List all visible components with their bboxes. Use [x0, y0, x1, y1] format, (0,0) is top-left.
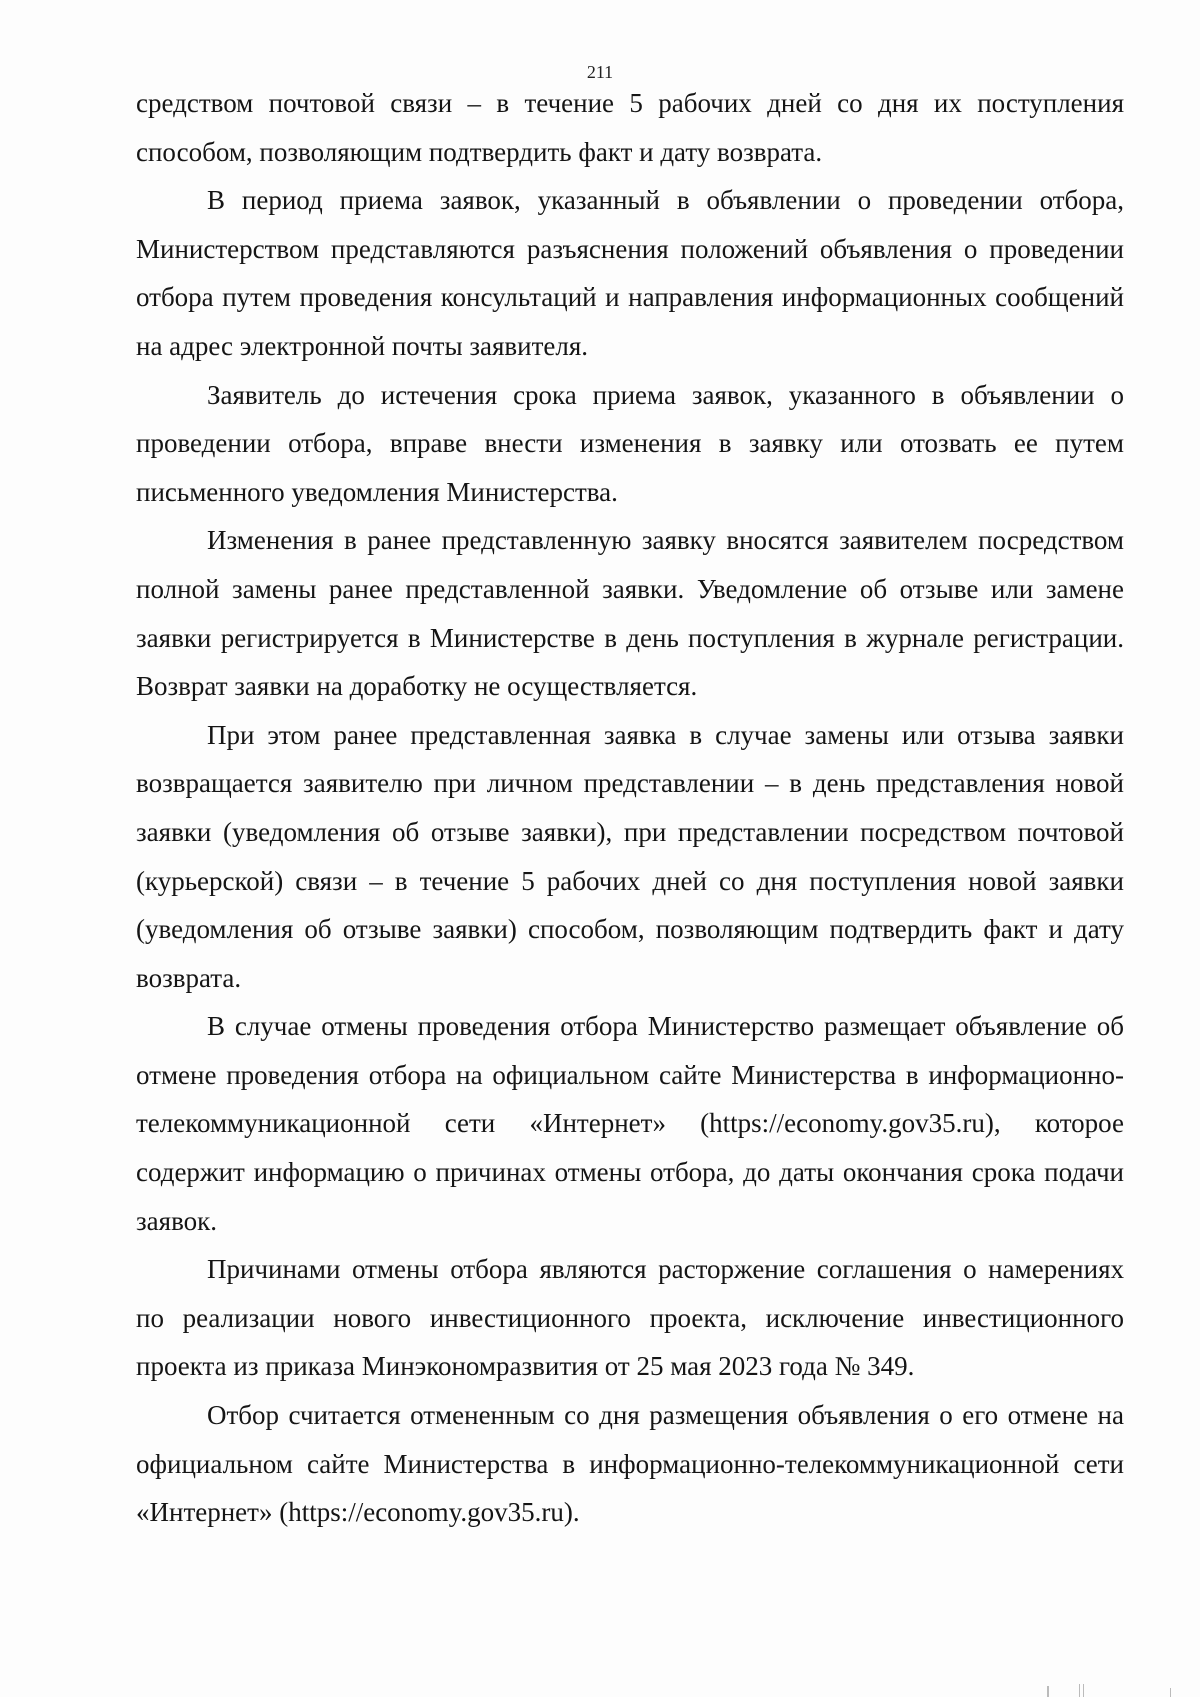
paragraph: Заявитель до истечения срока приема заявок, указанного в объявлении о проведении отбора, вправе внести изменения в заявку или отозвать ее путем письменного уведомления Министерства.	[136, 379, 1124, 507]
paragraph: Причинами отмены отбора являются расторжение соглашения о намерениях по реализации нового инвестиционного проекта, исключение инвестиционного проекта из приказа Минэкономразвития от 25 мая 2023 года № 349.	[136, 1254, 1124, 1382]
paragraph: В случае отмены проведения отбора Министерство размещает объявление об отмене проведения отбора на официальном сайте Министерства в информационно-телекоммуникационной сети «Интернет» (https://economy.gov35.ru), которое содержит информацию о причинах отмены отбора, до даты окончания срока подачи заявок.	[136, 1011, 1124, 1236]
paragraph-continuation: средством почтовой связи – в течение 5 рабочих дней со дня их поступления способом, позволяющим подтвердить факт и дату возврата.	[136, 88, 1124, 167]
paragraph: В период приема заявок, указанный в объявлении о проведении отбора, Министерством представляются разъяснения положений объявления о проведении отбора путем проведения консультаций и направления информационных сообщений на адрес электронной почты заявителя.	[136, 185, 1124, 361]
document-body	[136, 79, 1124, 1537]
scan-artifact-mark	[1079, 1684, 1080, 1697]
scan-artifact-mark	[1170, 1688, 1171, 1697]
scan-artifact-mark	[1083, 1684, 1084, 1697]
scan-artifact-mark	[1047, 1686, 1049, 1697]
page-number: 211	[586, 62, 614, 82]
paragraph: Изменения в ранее представленную заявку вносятся заявителем посредством полной замены ранее представленной заявки. Уведомление об отзыве или замене заявки регистрируется в Министерстве в день поступления в журнале регистрации. Возврат заявки на доработку не осуществляется.	[136, 525, 1124, 702]
paragraph: Отбор считается отмененным со дня размещения объявления о его отмене на официальном сайте Министерства в информационно-телекоммуникационной сети «Интернет» (https://economy.gov35.ru).	[136, 1400, 1124, 1528]
paragraph: При этом ранее представленная заявка в случае замены или отзыва заявки возвращается заявителю при личном представлении – в день представления новой заявки (уведомления об отзыве заявки), при представлении посредством почтовой (курьерской) связи – в течение 5 рабочих дней со дня поступления новой заявки (уведомления об отзыве заявки) способом, позволяющим подтвердить факт и дату возврата.	[136, 719, 1124, 993]
